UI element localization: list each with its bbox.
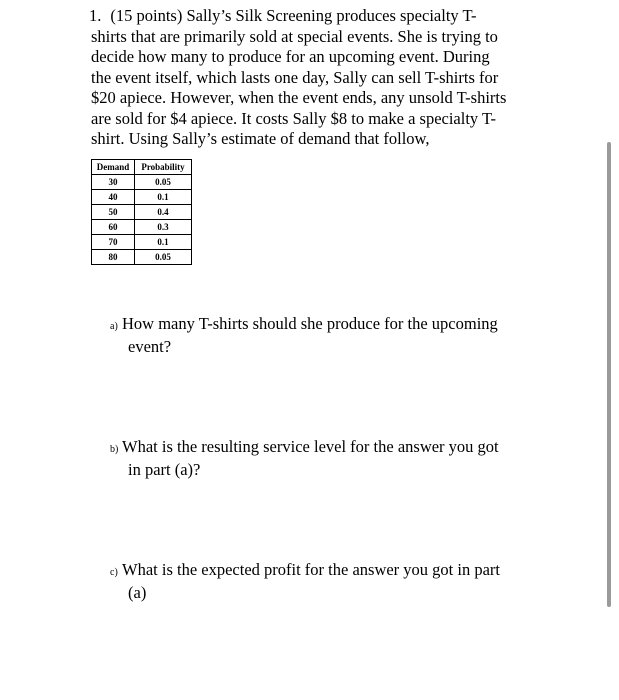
demand-cell: 30 [92, 175, 135, 190]
problem-line: shirts that are primarily sold at special events. She is trying to [91, 26, 498, 46]
header-probability: Probability [135, 160, 192, 175]
table-row [92, 235, 192, 250]
table-row [92, 205, 192, 220]
problem-line: (15 points) Sally’s Silk Screening produces specialty T- [110, 6, 477, 25]
probability-cell: 0.4 [135, 205, 192, 220]
problem-line: $20 apiece. However, when the event ends, any unsold T-shirts [91, 88, 507, 107]
probability-cell: 0.1 [135, 190, 192, 205]
probability-cell: 0.05 [135, 250, 192, 265]
question-text-continued: (a) [128, 583, 147, 602]
vertical-scrollbar[interactable] [607, 142, 611, 607]
demand-cell: 40 [92, 190, 135, 205]
question-b [110, 437, 530, 480]
question-c [110, 560, 530, 603]
question-a [110, 314, 530, 357]
question-text-continued: in part (a)? [128, 460, 201, 479]
question-text: What is the resulting service level for the answer you got [122, 437, 499, 456]
problem-line: are sold for $4 apiece. It costs Sally $8 to make a specialty T- [91, 108, 497, 128]
question-letter: c) [110, 567, 118, 578]
question-letter: b) [110, 444, 119, 455]
question-text: How many T-shirts should she produce for the upcoming [122, 314, 498, 333]
problem-number: 1. [89, 6, 102, 25]
demand-cell: 70 [92, 235, 135, 250]
problem-line: shirt. Using Sally’s estimate of demand that follow, [91, 129, 430, 148]
problem-line: decide how many to produce for an upcoming event. During [91, 47, 490, 66]
demand-probability-table [91, 159, 192, 265]
table-row [92, 175, 192, 190]
question-text-continued: event? [128, 337, 172, 356]
table-header-row [92, 160, 192, 175]
table-row [92, 220, 192, 235]
probability-cell: 0.05 [135, 175, 192, 190]
question-letter: a) [110, 321, 118, 332]
header-demand: Demand [92, 160, 135, 175]
probability-cell: 0.3 [135, 220, 192, 235]
problem-statement [91, 6, 541, 150]
table-row [92, 250, 192, 265]
problem-line: the event itself, which lasts one day, Sally can sell T-shirts for [91, 67, 499, 87]
demand-cell: 60 [92, 220, 135, 235]
probability-cell: 0.1 [135, 235, 192, 250]
question-text: What is the expected profit for the answer you got in part [122, 560, 501, 579]
demand-cell: 50 [92, 205, 135, 220]
table-row [92, 190, 192, 205]
demand-cell: 80 [92, 250, 135, 265]
